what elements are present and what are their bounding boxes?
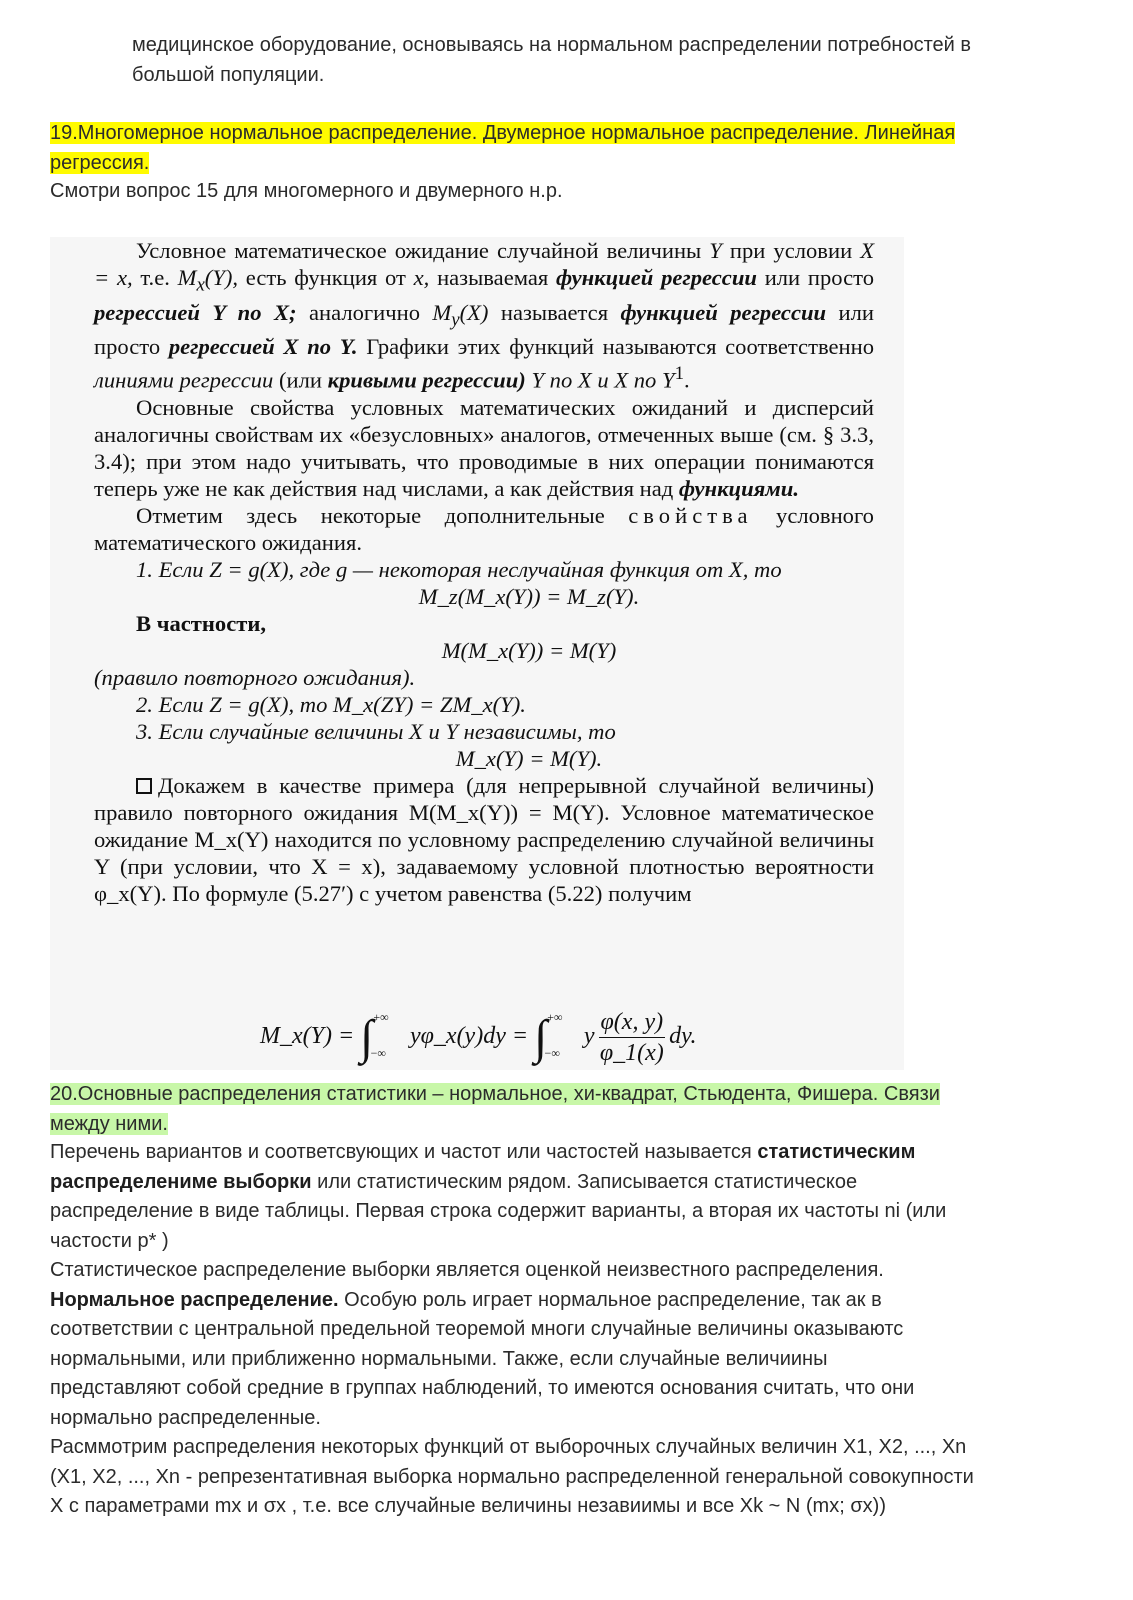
para1-line-3: распределение в виде таблицы. Первая строка содержит варианты, а вторая их частоты ni (или bbox=[50, 1200, 947, 1222]
heading-20-line-2: между ними. bbox=[50, 1112, 168, 1135]
para3-line-3: нормальными, или приближенно нормальными. Также, если случайные величиины bbox=[50, 1347, 828, 1370]
question-19-heading bbox=[50, 119, 1080, 178]
heading-19-line-2: регрессия. bbox=[50, 151, 150, 174]
para3-line-2: соответствии с центральной предельной теоремой многи случайные величины оказываютс bbox=[50, 1318, 904, 1340]
density-fraction: $\frac{\varphi(x, y)}{\varphi\_1(x)}$ bbox=[599, 1009, 664, 1066]
question-20-body bbox=[50, 1138, 1100, 1522]
scan-text bbox=[94, 237, 874, 907]
square-bullet-icon bbox=[136, 778, 152, 794]
para4-line-3: X с параметрами mx и σx , т.е. все случайные величины незавиимы и все Xk ~ N (mx; σx)) bbox=[50, 1495, 886, 1517]
textbook-scan-image bbox=[50, 237, 904, 1070]
scan-item-1: 1. Если Z = g(X), где g — некоторая неслучайная функция от X, то bbox=[136, 556, 782, 582]
para3-line-1: Нормальное распределение. Особую роль играет нормальное распределение, так ак в bbox=[50, 1288, 882, 1311]
para3-line-4: представляют собой средние в группах наблюдений, то имеются основания считать, что они bbox=[50, 1377, 915, 1399]
scan-paragraph-1: Условное математическое ожидание случайной величины Y при условии X = x, т.е. $M_x(Y)$, есть функция от x, называемая функцией регрессии или просто регрессией Y по X; аналогично $M_y(X)$ называется функцией регрессии или просто регрессией X по Y. Графики этих функций называются соответственно линиями регрессии (или кривыми регрессии) Y по X и X по $Y^1$. bbox=[94, 238, 875, 393]
scan-formula-3: M_x(Y) = M(Y). bbox=[455, 745, 603, 771]
scan-item-2: 2. Если Z = g(X), то M_x(ZY) = ZM_x(Y). bbox=[136, 691, 526, 717]
para1-line-2: распределениме выборки или статистическим рядом. Записывается статистическое bbox=[50, 1170, 858, 1193]
scan-paragraph-2: Основные свойства условных математических ожиданий и дисперсий аналогичны свойствам их «безусловных» аналогов, отмеченных выше (см. § 3.3, 3.4); при этом надо учитывать, что проводимые в них операции понимаются теперь уже не как действия над числами, а как действия над функциями. bbox=[94, 394, 874, 501]
question-20-heading bbox=[50, 1080, 1080, 1139]
para4-line-1: Расммотрим распределения некоторых функций от выборочных случайных величин X1, X2, ..., Xn bbox=[50, 1436, 967, 1458]
scan-formula-2: M(M_x(Y)) = M(Y) bbox=[441, 637, 617, 663]
intro-paragraph bbox=[132, 31, 1082, 90]
scan-paragraph-4: Докажем в качестве примера (для непрерывной случайной величины) правило повторного ожидания M(M_x(Y)) = M(Y). Условное математическое ожидание M_x(Y) находится по условному распределению случайной величины Y (при условии, что X = x), задаваемому условной плотностью вероятности φ_x(Y). По формуле (5.27′) с учетом равенства (5.22) получим bbox=[94, 772, 874, 906]
para1-line-1: Перечень вариантов и соответсвующих и частот или частостей называется статистическим bbox=[50, 1141, 916, 1163]
para1-line-4: частости p* ) bbox=[50, 1229, 169, 1252]
intro-line-1: медицинское оборудование, основываясь на нормальном распределении потребностей в bbox=[132, 34, 971, 56]
para4-line-2: (X1, X2, ..., Xn - репрезентативная выборка нормально распределенной генеральной совокупности bbox=[50, 1465, 974, 1488]
integral-sign-icon: ∫ bbox=[534, 1011, 548, 1065]
para3-line-5: нормально распределенные. bbox=[50, 1406, 321, 1429]
scan-formula-4: M_x(Y) = $\int^{+\infty}_{-\infty}$ yφ_x(y)dy = $\int^{+\infty}_{-\infty}$ y $\frac{\varphi(x, y)}{\varphi\_1(x)}$ dy. bbox=[260, 1009, 697, 1066]
scan-formula-1: M_z(M_x(Y)) = M_z(Y). bbox=[418, 583, 640, 609]
para2: Статистическое распределение выборки является оценкой неизвестного распределения. bbox=[50, 1259, 884, 1281]
scan-in-particular: В частности, bbox=[136, 610, 266, 636]
integral-sign-icon: ∫ bbox=[360, 1011, 374, 1065]
intro-line-2: большой популяции. bbox=[132, 63, 325, 86]
scan-item-3: 3. Если случайные величины X и Y независимы, то bbox=[136, 718, 616, 744]
question-19-note: Смотри вопрос 15 для многомерного и двумерного н.р. bbox=[50, 180, 563, 202]
heading-19-line-1: 19.Многомерное нормальное распределение. Двумерное нормальное распределение. Линейная bbox=[50, 122, 956, 144]
heading-20-line-1: 20.Основные распределения статистики – нормальное, хи-квадрат, Стьюдента, Фишера. Связи bbox=[50, 1083, 940, 1105]
scan-paragraph-3: Отметим здесь некоторые дополнительные свойства условного математического ожидания. bbox=[94, 502, 874, 555]
scan-rule: (правило повторного ожидания). bbox=[94, 664, 416, 690]
